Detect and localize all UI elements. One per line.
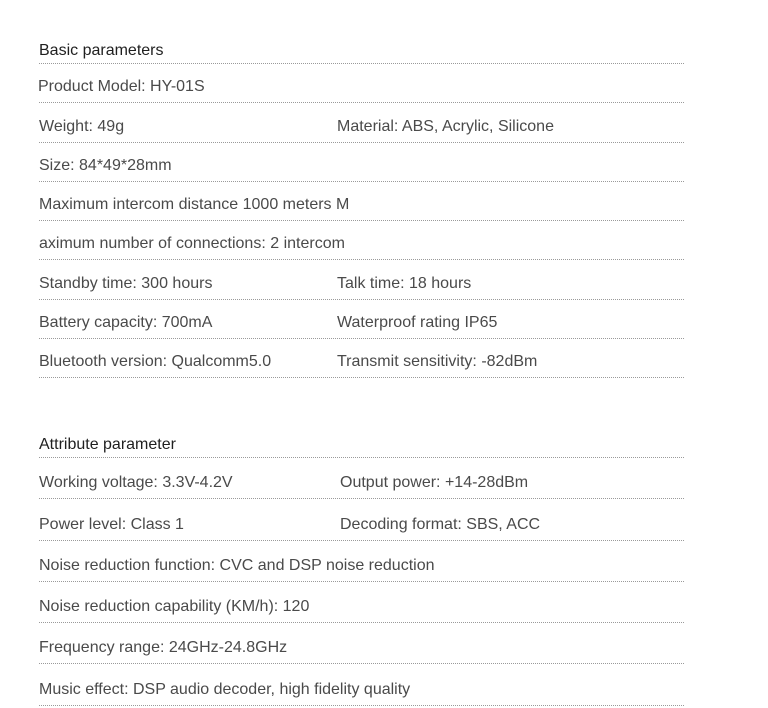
spec-row bbox=[39, 582, 684, 623]
spec-row bbox=[39, 541, 684, 582]
spec-row bbox=[39, 300, 684, 339]
spec-row bbox=[39, 623, 684, 664]
spec-power-level: Power level: Class 1 bbox=[39, 515, 184, 533]
spec-battery-capacity: Battery capacity: 700mA bbox=[39, 314, 213, 332]
spec-waterproof-rating: Waterproof rating IP65 bbox=[337, 314, 498, 332]
spec-transmit-sensitivity: Transmit sensitivity: -82dBm bbox=[337, 353, 538, 371]
spec-working-voltage: Working voltage: 3.3V-4.2V bbox=[39, 474, 233, 492]
spec-music-effect: Music effect: DSP audio decoder, high fidelity quality bbox=[39, 680, 411, 698]
spec-intercom-distance: Maximum intercom distance 1000 meters M bbox=[39, 196, 350, 214]
spec-row bbox=[39, 458, 684, 499]
spec-row bbox=[39, 260, 684, 299]
spec-bluetooth-version: Bluetooth version: Qualcomm5.0 bbox=[39, 353, 272, 371]
spec-row bbox=[39, 182, 684, 221]
spec-talk-time: Talk time: 18 hours bbox=[337, 274, 472, 292]
spec-output-power: Output power: +14-28dBm bbox=[340, 474, 529, 492]
basic-parameters-section bbox=[39, 37, 684, 378]
spec-row bbox=[39, 103, 684, 142]
spec-row bbox=[39, 339, 684, 378]
spec-material: Material: ABS, Acrylic, Silicone bbox=[337, 117, 554, 135]
spec-decoding-format: Decoding format: SBS, ACC bbox=[340, 515, 541, 533]
attribute-parameter-section bbox=[39, 431, 684, 706]
section-title: Basic parameters bbox=[39, 37, 684, 64]
spec-row bbox=[39, 499, 684, 540]
spec-noise-reduction-function: Noise reduction function: CVC and DSP noise reduction bbox=[39, 556, 435, 574]
spec-row bbox=[39, 143, 684, 182]
spec-row bbox=[39, 64, 684, 103]
spec-connections: aximum number of connections: 2 intercom bbox=[39, 235, 345, 253]
spec-product-model: Product Model: HY-01S bbox=[38, 78, 205, 96]
spec-size: Size: 84*49*28mm bbox=[39, 156, 172, 174]
spec-standby-time: Standby time: 300 hours bbox=[39, 274, 213, 292]
spec-frequency-range: Frequency range: 24GHz-24.8GHz bbox=[39, 639, 288, 657]
spec-weight: Weight: 49g bbox=[39, 117, 125, 135]
spec-row bbox=[39, 221, 684, 260]
section-title: Attribute parameter bbox=[39, 431, 684, 458]
spec-noise-reduction-capability: Noise reduction capability (KM/h): 120 bbox=[39, 598, 310, 616]
spec-row bbox=[39, 664, 684, 705]
